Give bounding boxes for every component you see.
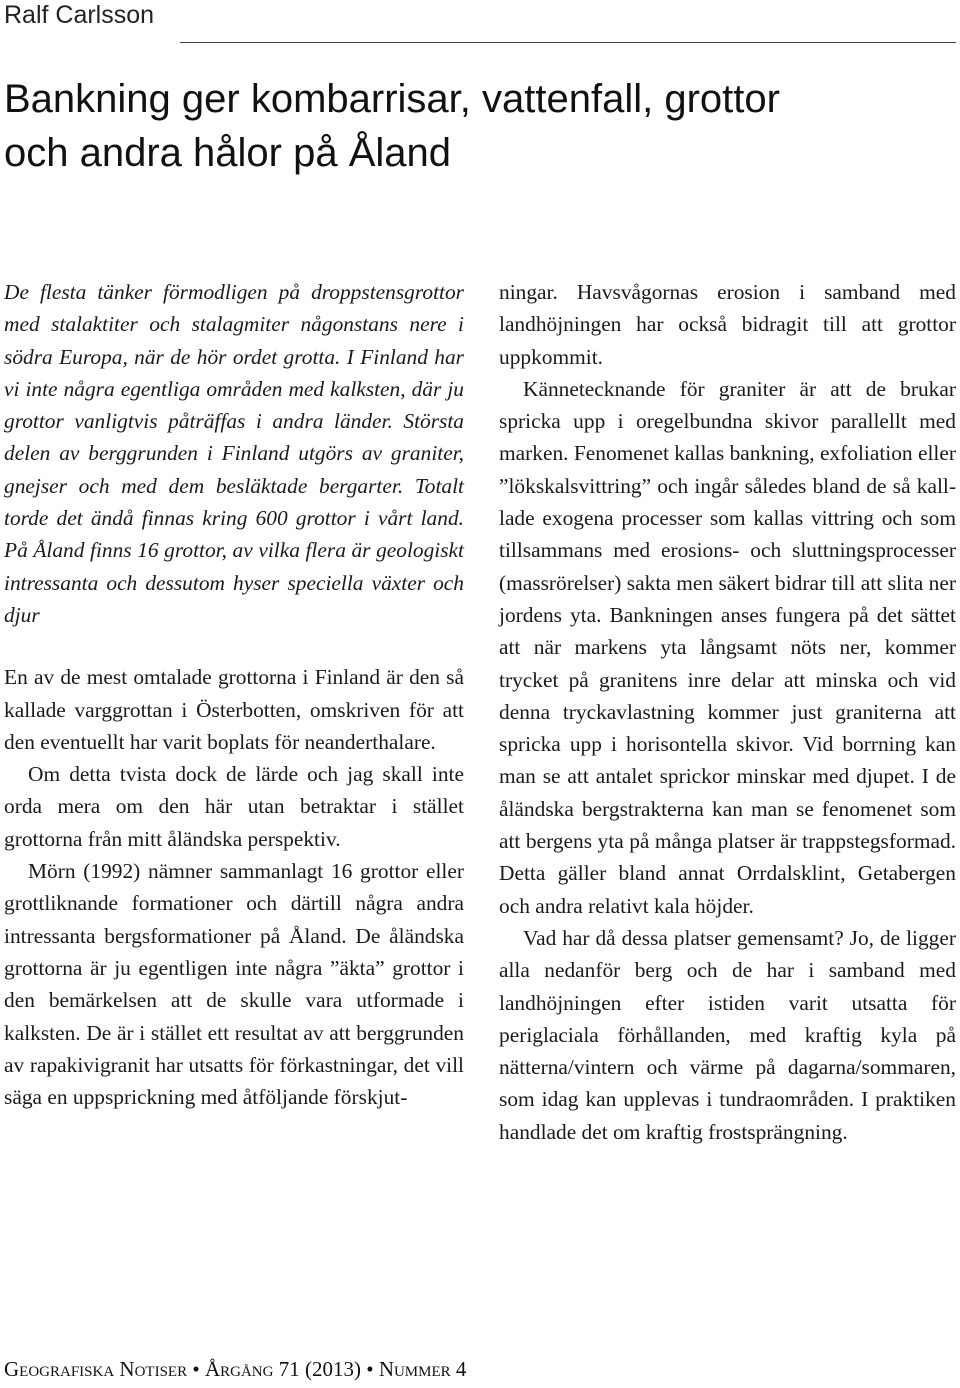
article-title-line-2: och andra hålor på Åland [4,131,451,175]
header-rule [180,42,956,43]
body-paragraph: En av de mest omtalade grottorna i Finland är den så kallade varggrottan i Österbotten, omskriven för att den eventuellt har varit boplats för neanderthalare. [4,665,464,754]
left-column [4,276,464,1113]
article-title [4,72,944,180]
body-paragraph: Kännetecknande för graniter är att de brukar spricka upp i oregelbundna skivor parallellt med marken. Fenomenet kallas bankning, exfoliation eller ”lökskalsvittring” och ingår således bland de så kalllade exogena processer som kallas vittring och som tillsammans med erosions- och sluttningsprocesser (massrörelser) sakta men säkert bidrar till att slita ner jordens yta. Bankningen anses fungera på det sättet att när markens yta långsamt nöts ner, kommer trycket på granitens inre delar att minska och vid denna tryckavlastning kommer just graniterna att spricka upp i horisontella skivor. Vid borrning kan man se att antalet sprickor minskar med djupet. I de åländska bergstrakterna kan man se fenomenet som att bergens yta på många platser är trappstegsformad. Detta gäller bland annat Orrdalsklint, Getabergen och andra relativt kala höjder. [499,376,956,918]
page-footer [4,1354,466,1384]
footer-bullet: • [366,1357,374,1381]
journal-name: Geografiska Notiser [4,1357,188,1381]
body-paragraph: Vad har då dessa platser gemensamt? Jo, de ligger alla nedanför berg och de har i samband med landhöjningen efter istiden varit utsatta för periglaciala förhållanden, med kraftig kyla på nätterna/vintern och värme på dagarna/sommaren, som idag kan upplevas i tundraområden. I praktiken handlade det om kraftig frostsprängning. [499,925,956,1144]
lead-paragraph: De flesta tänker förmodligen på droppstensgrottor med stalaktiter och stalagmiter någonstans nere i södra Europa, när de hör ordet grotta. I Finland har vi inte några egentliga områden med kalksten, där ju grottor vanligtvis påträffas i andra länder. Största delen av berggrunden i Finland utgörs av graniter, gnejser och med dem besläktade bergarter. Totalt torde det ändå finnas kring 600 grottor i vårt land. På Åland finns 16 grottor, av vilka flera är geologiskt intressanta och dessutom hyser speciella växter och djur [4,280,464,627]
body-paragraph: Om detta tvista dock de lärde och jag skall inte orda mera om den här utan betraktar i stället grottorna från mitt åländska perspektiv. [4,762,464,851]
author-name: Ralf Carlsson [4,1,155,29]
volume-label: Årgång 71 (2013) [204,1357,361,1381]
body-paragraph: ningar. Havsvågornas erosion i samband med landhöjningen har också bidragit till att grottor uppkommit. [499,280,956,369]
body-paragraph: Mörn (1992) nämner sammanlagt 16 grottor eller grottliknande formationer och därtill några andra intressanta bergsformationer på Åland. De åländska grottorna är ju egentligen inte några ”äkta” grottor i den bemärkelsen att de skulle vara utformade i kalksten. De är i stället ett resultat av att berggrunden av rapakivigranit har utsatts för förkastningar, det vill säga en uppsprickning med åtföljande förskjut- [4,859,464,1110]
article-title-line-1: Bankning ger kombarrisar, vattenfall, grottor [4,77,780,121]
right-column [499,276,956,1148]
footer-bullet: • [192,1357,200,1381]
issue-label: Nummer 4 [378,1357,467,1381]
